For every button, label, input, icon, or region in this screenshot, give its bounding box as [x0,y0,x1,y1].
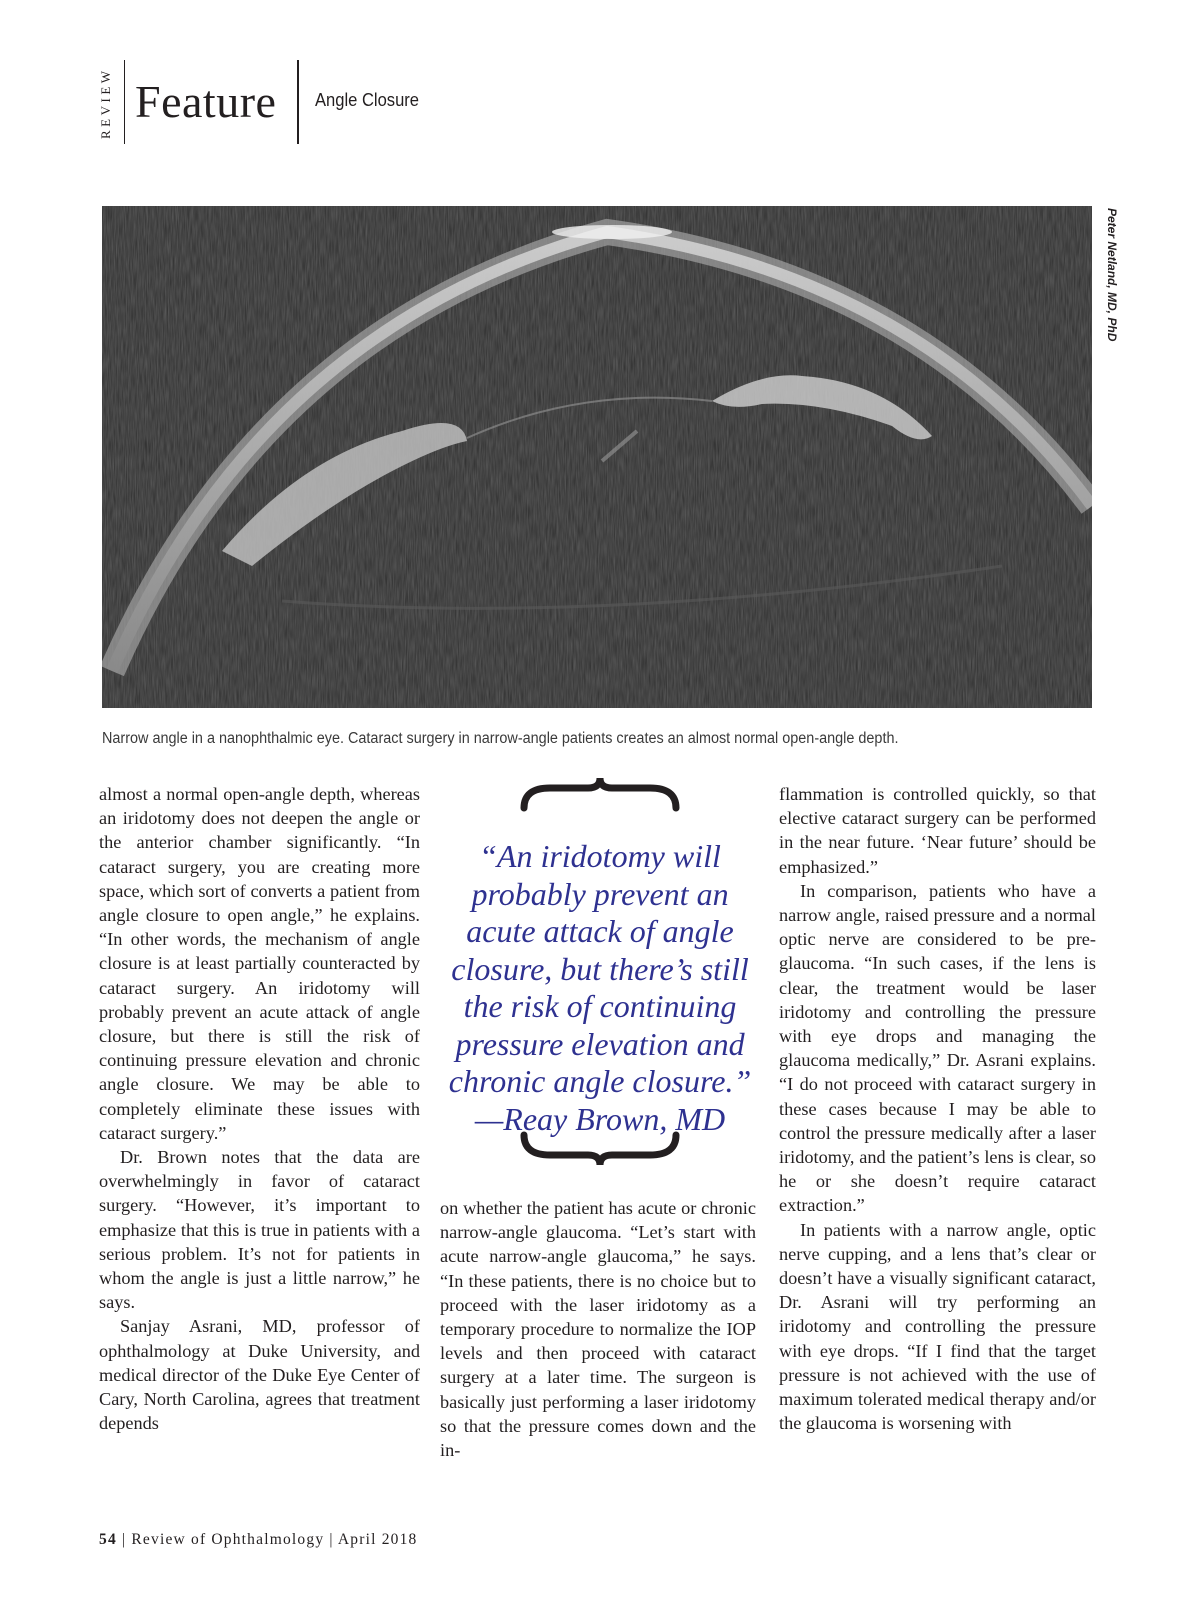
paragraph: In patients with a narrow angle, optic nerve cupping, and a lens that’s clear or doesn’t have a visually significant cataract, Dr. Asrani will try performing an iridotomy and controlling the pressure with eye drops. “If I find that the target pressure is not achieved with the use of maximum tolerated medical therapy and/or the glaucoma is worsening with [779,1219,1096,1434]
magazine-vertical-label: REVIEW [98,67,113,139]
oct-scan-image [102,206,1092,708]
photo-credit: Peter Netland, MD, PhD [1105,208,1119,342]
pull-quote-attribution: —Reay Brown, MD [474,1100,726,1137]
pull-quote-text: “An iridotomy will probably prevent an acute attack of angle closure, but there’s still the risk of continuing pressure elevation and chronic angle closure.” [448,838,752,1099]
pull-quote [440,776,760,1186]
bottom-brace-icon [520,1131,680,1167]
header-divider [124,60,125,144]
paragraph: flammation is controlled quickly, so that elective cataract surgery can be performed in the near future. ‘Near future’ should be emphasized.” [779,784,1096,877]
article-column-1 [99,782,420,1435]
page-number: 54 [99,1531,117,1548]
paragraph: Sanjay Asrani, MD, professor of ophthalmology at Duke University, and medical director of the Duke Eye Center of Cary, North Carolina, agrees that treatment depends [99,1316,420,1434]
paragraph: on whether the patient has acute or chronic narrow-angle glaucoma. “Let’s start with acute narrow-angle glaucoma,” he says. “In these patients, there is no choice but to proceed with the laser iridotomy as a temporary procedure to normalize the IOP levels and then proceed with cataract surgery at a later time. The surgeon is basically just performing a laser iridotomy so that the pressure comes down and the in- [440,1198,756,1461]
paragraph: almost a normal open-angle depth, whereas an iridotomy does not deepen the angle or the anterior chamber significantly. “In cataract surgery, you are creating more space, which sort of converts a patient from angle closure to open angle,” he explains. “In other words, the mechanism of angle closure is at least partially counteracted by cataract surgery. An iridotomy will probably prevent an acute attack of angle closure, but there is still the risk of continuing pressure elevation and chronic angle closure. We may be able to completely eliminate these issues with cataract surgery.” [99,784,420,1143]
issue-date: April 2018 [337,1531,418,1548]
top-brace-icon [520,776,680,812]
section-title: Angle Closure [315,90,420,110]
article-column-2 [440,1196,756,1462]
page-footer: 54 | Review of Ophthalmology | April 2018 [99,1531,418,1548]
paragraph: In comparison, patients who have a narrow angle, raised pressure and a normal optic nerve are considered to be pre-glaucoma. “In such cases, if the lens is clear, the treatment would be laser iridotomy and controlling the pressure with eye drops and managing the glaucoma medically,” Dr. Asrani explains. “I do not proceed with cataract surgery in these cases because I may be able to control the pressure medically after a laser iridotomy, and the patient’s lens is clear, so he or she doesn’t require cataract extraction.” [779,880,1096,1216]
figure-caption: Narrow angle in a nanophthalmic eye. Cataract surgery in narrow-angle patients creates an almost normal open-angle depth. [102,730,899,747]
article-column-3 [779,782,1096,1435]
publication-name: Review of Ophthalmology [131,1531,325,1548]
department-title: Feature [135,76,277,127]
paragraph: Dr. Brown notes that the data are overwhelmingly in favor of cataract surgery. “However, it’s important to emphasize that this is true in patients with a serious problem. It’s not for patients in whom the angle is just a little narrow,” he says. [99,1147,420,1313]
header-divider [297,60,299,144]
